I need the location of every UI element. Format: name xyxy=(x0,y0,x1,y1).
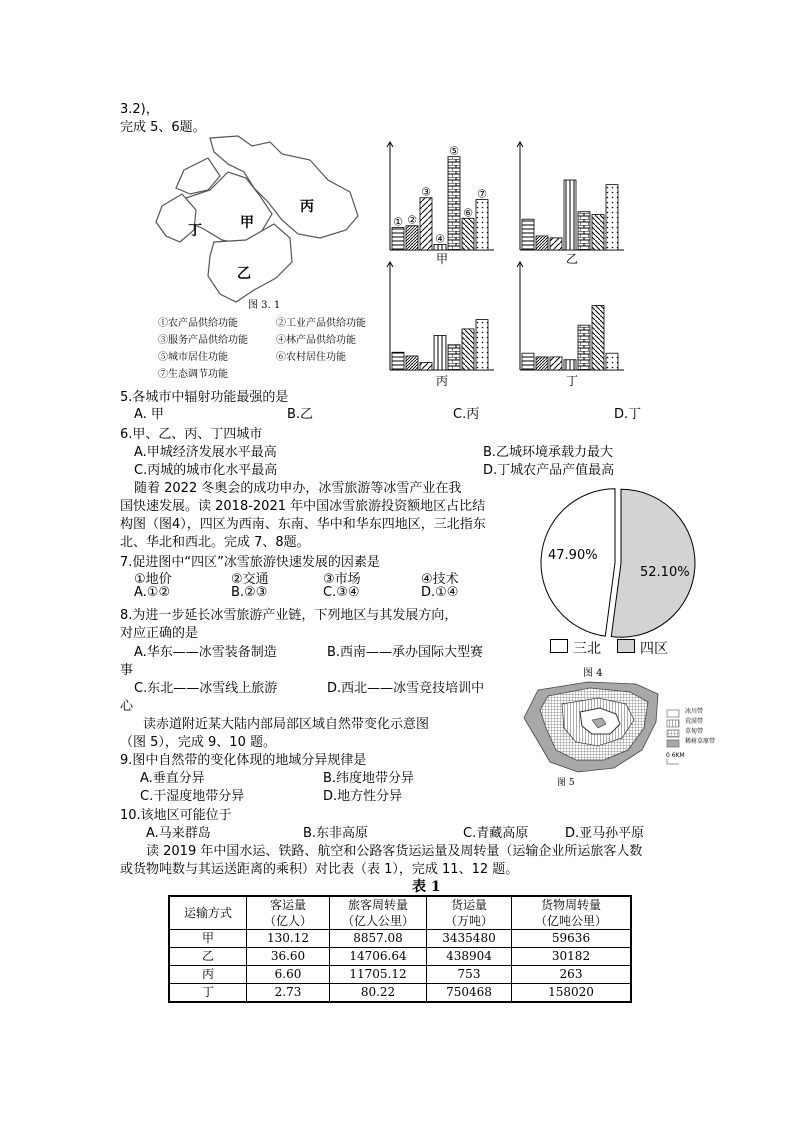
table-cell: 8857.08 xyxy=(330,930,427,948)
q8-option-d-cont: 心 xyxy=(120,699,134,714)
bar-甲-5 xyxy=(448,157,460,250)
header-freight-turnover: 货物周转量 （亿吨公里） xyxy=(512,896,632,930)
bar-label-5: ⑤ xyxy=(449,144,459,158)
table-cell: 158020 xyxy=(512,984,632,1003)
fig31-caption: 图 3. 1 xyxy=(248,300,281,311)
fig5-scale: 0 6KM xyxy=(666,752,685,759)
bar-丁-7 xyxy=(606,353,618,370)
q6-option-d: D.丁城农产品产值最高 xyxy=(483,463,615,478)
q7-item-2: ②交通 xyxy=(231,572,269,587)
bar-label-7: ⑦ xyxy=(477,187,487,201)
bar-丁-2 xyxy=(536,357,548,370)
chart-title-yi: 乙 xyxy=(566,252,579,266)
q9-option-d: D.地方性分异 xyxy=(323,789,403,804)
legend-item-5: ⑤城市居住功能 xyxy=(158,352,228,363)
header-passengers: 客运量 （亿人） xyxy=(247,896,330,930)
bar-丁-5 xyxy=(578,325,590,370)
intro11-line-2: 或货物吨数与其运送距离的乘积）对比表（表 1），完成 11、12 题。 xyxy=(120,862,519,877)
table1-title: 表 1 xyxy=(412,879,441,895)
pie-legend-label-sanbei: 三北 xyxy=(573,641,601,657)
legend-item-4: ④林产品供给功能 xyxy=(276,335,356,346)
bar-丙-4 xyxy=(434,335,446,370)
table-cell: 753 xyxy=(427,966,512,984)
intro9-line-1: 读赤道附近某大陆内部局部区域自然带变化示意图 xyxy=(143,717,430,732)
q9-option-b: B.纬度地带分异 xyxy=(323,771,415,786)
table-cell: 14706.64 xyxy=(330,948,427,966)
q7-option-a: A.①② xyxy=(134,585,171,600)
pie-value-label-sanbei: 47.90% xyxy=(548,548,598,563)
function-bar-charts xyxy=(380,135,640,395)
chart-title-jia: 甲 xyxy=(436,252,449,266)
q8-option-a: A.华东——冰雪装备制造 xyxy=(134,645,277,660)
q9-stem: 9.图中自然带的变化体现的地域分异规律是 xyxy=(120,753,367,768)
bar-丙-7 xyxy=(476,320,488,370)
q7-option-d: D.①④ xyxy=(421,585,459,600)
pie-legend-swatch-siqu xyxy=(617,639,635,653)
fig5-legend-3: 草甸带 xyxy=(685,728,704,735)
table-cell: 丙 xyxy=(169,966,247,984)
map-label-ding: 丁 xyxy=(188,223,202,239)
legend-item-6: ⑥农村居住功能 xyxy=(276,352,346,363)
q8-option-b: B.西南——承办国际大型赛 xyxy=(327,645,484,660)
intro7-line-4: 北、华北和西北。完成 7、8题。 xyxy=(120,535,310,550)
q6-option-a: A.甲城经济发展水平最高 xyxy=(134,445,277,460)
fig4-caption: 图 4 xyxy=(583,668,603,679)
header-passenger-turnover: 旅客周转量 （亿人公里） xyxy=(330,896,427,930)
legend-item-7: ⑦生态调节功能 xyxy=(158,369,228,380)
q7-stem: 7.促进图中“四区”冰雪旅游快速发展的因素是 xyxy=(120,555,380,570)
q10-option-c: C.青藏高原 xyxy=(463,826,529,841)
bar-乙-1 xyxy=(522,219,534,250)
bar-乙-2 xyxy=(536,236,548,250)
fig5-swatch-1 xyxy=(667,710,679,717)
header-line-2: 完成 5、6题。 xyxy=(120,120,206,135)
fig5-legend-4: 稀树草原带 xyxy=(685,738,716,745)
bar-label-2: ② xyxy=(407,213,417,227)
q7-option-c: C.③④ xyxy=(323,585,360,600)
bar-丙-6 xyxy=(462,329,474,370)
q6-stem: 6.甲、乙、丙、丁四城市 xyxy=(120,427,263,442)
q7-item-3: ③市场 xyxy=(323,572,361,587)
pie-slice-siqu xyxy=(611,489,695,637)
q6-option-c: C.丙城的城市化水平最高 xyxy=(134,463,278,478)
bar-丙-2 xyxy=(406,356,418,370)
table-header-row xyxy=(169,896,631,930)
chart-title-ding: 丁 xyxy=(566,374,579,388)
header-mode: 运输方式 xyxy=(169,896,247,930)
q10-option-b: B.东非高原 xyxy=(303,826,369,841)
q10-option-a: A.马来群岛 xyxy=(146,826,211,841)
q9-option-c: C.干湿度地带分异 xyxy=(140,789,245,804)
legend-item-3: ③服务产品供给功能 xyxy=(158,335,248,346)
table-cell: 2.73 xyxy=(247,984,330,1003)
bar-甲-1 xyxy=(392,228,404,250)
bar-丁-6 xyxy=(592,306,604,370)
transport-table xyxy=(168,895,632,1003)
map-label-bing: 丙 xyxy=(300,199,314,215)
q8-option-c: C.东北——冰雪线上旅游 xyxy=(134,681,278,696)
fig5-swatch-2 xyxy=(667,720,679,727)
bar-丁-4 xyxy=(564,360,576,370)
table-row xyxy=(169,984,631,1003)
bar-label-6: ⑥ xyxy=(463,206,473,220)
header-line-1: 3.2)， xyxy=(120,102,159,117)
fig5-legend-2: 荒漠带 xyxy=(685,718,704,725)
table-row xyxy=(169,948,631,966)
legend-item-1: ①农产品供给功能 xyxy=(158,318,238,329)
bar-乙-6 xyxy=(592,215,604,250)
table-cell: 甲 xyxy=(169,930,247,948)
fig5-swatch-4 xyxy=(667,740,679,747)
pie-value-label-siqu: 52.10% xyxy=(640,565,690,580)
q7-item-1: ①地价 xyxy=(134,572,172,587)
table-cell: 130.12 xyxy=(247,930,330,948)
bar-乙-4 xyxy=(564,180,576,250)
table-cell: 乙 xyxy=(169,948,247,966)
q8-option-b-cont: 事 xyxy=(120,663,134,678)
q10-stem: 10.该地区可能位于 xyxy=(120,808,232,823)
bar-丁-1 xyxy=(522,353,534,370)
chart-title-bing: 丙 xyxy=(436,374,449,388)
map-label-jia: 甲 xyxy=(240,215,254,231)
bar-丁-3 xyxy=(550,357,562,370)
q5-stem: 5.各城市中辐射功能最强的是 xyxy=(120,390,289,405)
table-cell: 11705.12 xyxy=(330,966,427,984)
table-cell: 30182 xyxy=(512,948,632,966)
table-cell: 36.60 xyxy=(247,948,330,966)
bar-甲-6 xyxy=(462,218,474,250)
bar-甲-7 xyxy=(476,200,488,250)
q5-option-d: D.丁 xyxy=(614,407,642,422)
q5-option-b: B.乙 xyxy=(287,407,314,422)
table-cell: 6.60 xyxy=(247,966,330,984)
table-cell: 438904 xyxy=(427,948,512,966)
q9-option-a: A.垂直分异 xyxy=(140,771,205,786)
bar-乙-5 xyxy=(578,212,590,250)
table-cell: 263 xyxy=(512,966,632,984)
q8-stem-1: 8.为进一步延长冰雪旅游产业链，下列地区与其发展方向， xyxy=(120,608,458,623)
bar-丙-3 xyxy=(420,363,432,370)
table-cell: 750468 xyxy=(427,984,512,1003)
intro11-line-1: 读 2019 年中国水运、铁路、航空和公路客货运运量及周转量（运输企业所运旅客人数 xyxy=(146,844,643,859)
region-map xyxy=(150,130,380,310)
fig5-legend-1: 冰川带 xyxy=(685,708,704,715)
bar-乙-7 xyxy=(606,185,618,250)
header-freight: 货运量 （万吨） xyxy=(427,896,512,930)
bar-丙-1 xyxy=(392,352,404,370)
q10-option-d: D.亚马孙平原 xyxy=(565,826,645,841)
q6-option-b: B.乙城环境承载力最大 xyxy=(483,445,614,460)
table-cell: 丁 xyxy=(169,984,247,1003)
bar-label-1: ① xyxy=(393,215,403,229)
bar-label-3: ③ xyxy=(421,185,431,199)
bar-甲-2 xyxy=(406,226,418,250)
intro7-line-1: 随着 2022 冬奥会的成功申办，冰雪旅游等冰雪产业在我 xyxy=(134,481,462,496)
q8-stem-2: 对应正确的是 xyxy=(120,626,199,641)
bar-label-4: ④ xyxy=(435,232,445,246)
table-cell: 59636 xyxy=(512,930,632,948)
bar-丙-5 xyxy=(448,345,460,370)
pie-legend-label-siqu: 四区 xyxy=(640,641,668,657)
fig5-caption: 图 5 xyxy=(557,778,575,788)
legend-item-2: ②工业产品供给功能 xyxy=(276,318,366,329)
fig5-swatch-3 xyxy=(667,730,679,737)
q5-option-a: A. 甲 xyxy=(134,407,164,422)
q7-item-4: ④技术 xyxy=(421,572,459,587)
bar-乙-3 xyxy=(550,238,562,250)
intro9-line-2: （图 5），完成 9、10 题。 xyxy=(120,735,276,750)
table-cell: 80.22 xyxy=(330,984,427,1003)
intro7-line-2: 国快速发展。读 2018-2021 年中国冰雪旅游投资额地区占比结 xyxy=(120,499,486,514)
q5-option-c: C.丙 xyxy=(453,407,480,422)
q8-option-d: D.西北——冰雪竞技培训中 xyxy=(327,681,485,696)
bar-甲-3 xyxy=(420,198,432,250)
map-label-yi: 乙 xyxy=(237,266,251,282)
intro7-line-3: 构图（图4），四区为西南、东南、华中和华东四地区，三北指东 xyxy=(120,517,486,532)
table-cell: 3435480 xyxy=(427,930,512,948)
pie-legend-swatch-sanbei xyxy=(550,639,568,653)
table-row xyxy=(169,930,631,948)
table-row xyxy=(169,966,631,984)
natural-zone-diagram xyxy=(518,676,708,788)
q7-option-b: B.②③ xyxy=(231,585,268,600)
